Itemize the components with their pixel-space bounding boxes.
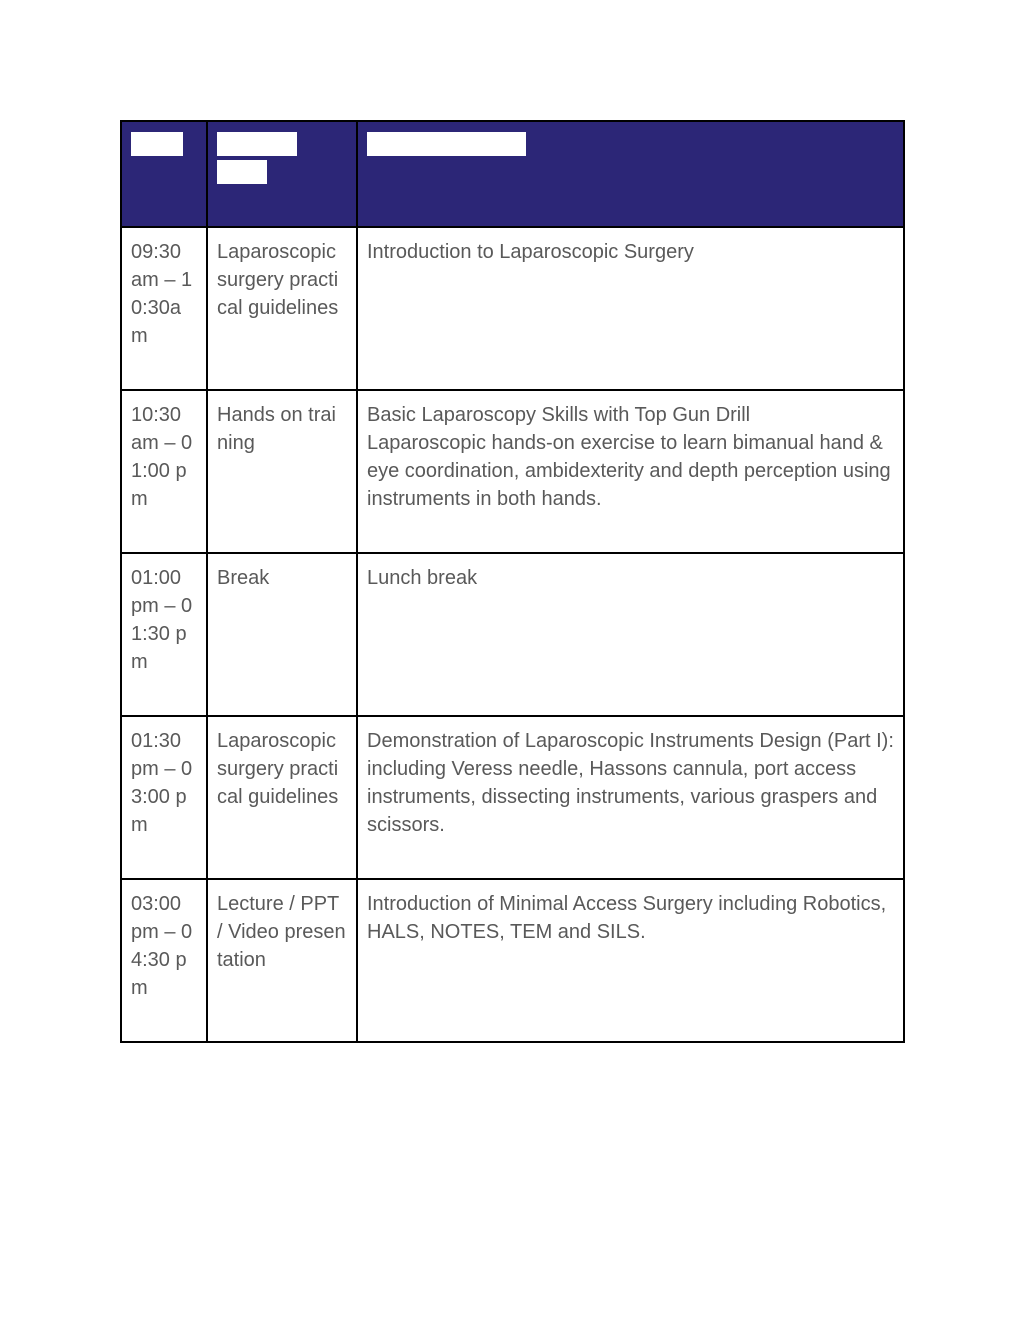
- redacted-header-description: [367, 132, 526, 156]
- table-row: [121, 553, 904, 716]
- description-cell: [357, 879, 904, 1042]
- description-text: Introduction of Minimal Access Surgery including Robotics, HALS, NOTES, TEM and SILS.: [367, 893, 887, 943]
- time-cell: 01:00 pm – 01:30 pm: [121, 553, 207, 716]
- description-text: Laparoscopic hands-on exercise to learn bimanual hand & eye coordination, ambidexterity and depth perception using instruments in both hands.: [367, 432, 891, 510]
- table-row: [121, 716, 904, 879]
- description-text: Basic Laparoscopy Skills with Top Gun Drill: [367, 404, 751, 426]
- header-row: [121, 121, 904, 227]
- description-cell: [357, 553, 904, 716]
- schedule-table: [120, 120, 905, 1043]
- redacted-header-type-line2: [217, 160, 267, 184]
- table-row: [121, 879, 904, 1042]
- time-cell: 10:30 am – 01:00 pm: [121, 390, 207, 553]
- redacted-header-type-line1: [217, 132, 297, 156]
- description-text: Lunch break: [367, 567, 478, 589]
- table-body: [121, 227, 904, 1042]
- header-cell-time: [121, 121, 207, 227]
- description-cell: [357, 227, 904, 390]
- redacted-header-time: [131, 132, 183, 156]
- table-header: [121, 121, 904, 227]
- session-type-cell: Laparoscopic surgery practical guidelines: [207, 716, 357, 879]
- header-cell-description: [357, 121, 904, 227]
- table-row: [121, 390, 904, 553]
- description-text: Introduction to Laparoscopic Surgery: [367, 241, 694, 263]
- description-cell: [357, 716, 904, 879]
- session-type-cell: Laparoscopic surgery practical guidelines: [207, 227, 357, 390]
- description-text: Demonstration of Laparoscopic Instruments Design (Part I): including Veress needle, Hassons cannula, port access instruments, dissecting instruments, various graspers and scissors.: [367, 730, 894, 836]
- session-type-cell: Hands on training: [207, 390, 357, 553]
- header-cell-type: [207, 121, 357, 227]
- session-type-cell: Break: [207, 553, 357, 716]
- description-cell: [357, 390, 904, 553]
- time-cell: 03:00 pm – 04:30 pm: [121, 879, 207, 1042]
- time-cell: 01:30 pm – 03:00 pm: [121, 716, 207, 879]
- session-type-cell: Lecture / PPT / Video presentation: [207, 879, 357, 1042]
- table-row: [121, 227, 904, 390]
- time-cell: 09:30 am – 10:30am: [121, 227, 207, 390]
